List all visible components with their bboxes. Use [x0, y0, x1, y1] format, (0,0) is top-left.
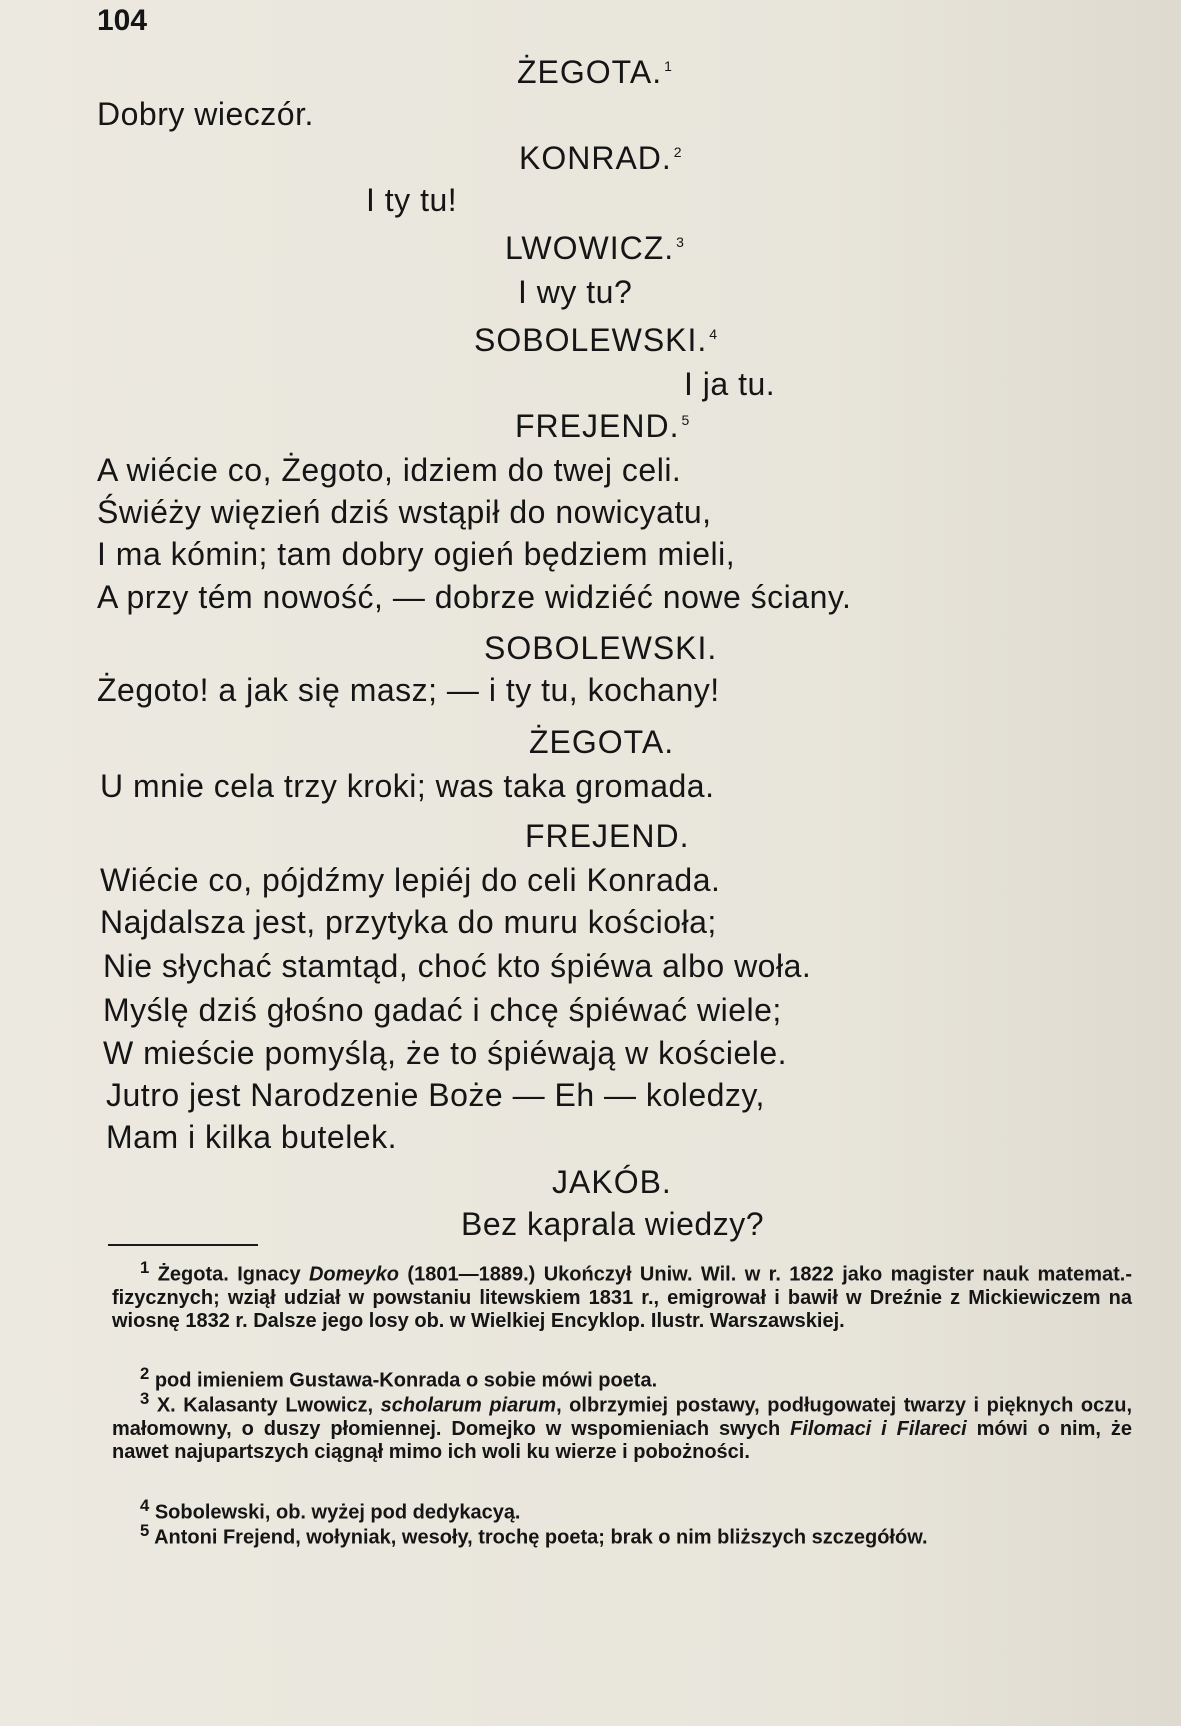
footnote-number: 2 [140, 1364, 150, 1383]
dialogue-line: A wiécie co, Żegoto, idziem do twej celi. [97, 452, 682, 488]
dialogue-line: A przy tém nowość, — dobrze widziéć nowe ściany. [97, 579, 852, 615]
dialogue-line: Wiécie co, pójdźmy lepiéj do celi Konrada. [100, 862, 721, 898]
speaker-label: LWOWICZ. [505, 230, 675, 266]
footnote-text: Antoni Frejend, wołyniak, wesoły, trochę poeta; brak o nim bliższych szczegółów. [154, 1526, 928, 1549]
footnote-text: mówi o nim, że nawet najupartszych ciągnął mimo ich woli ku wierze i pobożności. [112, 1417, 1132, 1463]
dialogue-line: U mnie cela trzy kroki; was taka gromada. [100, 768, 715, 804]
dialogue-line: Dobry wieczór. [97, 96, 314, 132]
footnote-text: Sobolewski, ob. wyżej pod dedykacyą. [154, 1501, 521, 1524]
speaker-label: FREJEND. [515, 408, 680, 444]
dialogue-line: W mieście pomyślą, że to śpiéwają w kościele. [103, 1035, 788, 1071]
dialogue-line: I ma kómin; tam dobry ogień będziem mieli, [97, 536, 736, 572]
footnote-number: 1 [140, 1258, 150, 1277]
footnote-number: 4 [140, 1496, 150, 1515]
footnote-divider [108, 1244, 258, 1246]
speaker-label: ŻEGOTA. [517, 54, 663, 90]
speaker-name [484, 630, 717, 667]
speaker-label: ŻEGOTA. [529, 724, 675, 760]
footnote-marker: 3 [676, 234, 685, 251]
dialogue-line: I ty tu! [366, 182, 458, 218]
footnote-5 [112, 1519, 1132, 1550]
footnote-3 [112, 1387, 1132, 1464]
speaker-name [552, 1164, 672, 1201]
speaker-label: SOBOLEWSKI. [484, 630, 718, 666]
speaker-name [517, 54, 673, 91]
speaker-name [519, 140, 683, 177]
footnote-marker: 5 [681, 412, 691, 429]
page-number: 104 [97, 4, 148, 37]
dialogue-line: I wy tu? [518, 274, 633, 310]
speaker-label: SOBOLEWSKI. [474, 322, 708, 358]
dialogue-line: Mam i kilka butelek. [106, 1119, 397, 1155]
footnote-text: pod imieniem Gustawa-Konrada o sobie mówi poeta. [154, 1369, 658, 1392]
dialogue-line: Jutro jest Narodzenie Boże — Eh — koledzy, [106, 1077, 765, 1113]
speaker-name [505, 230, 685, 267]
footnote-number: 5 [140, 1521, 150, 1540]
speaker-label: KONRAD. [519, 140, 672, 176]
speaker-name [474, 322, 718, 359]
footnote-italic: Domeyko [308, 1263, 400, 1286]
dialogue-line: Żegoto! a jak się masz; — i ty tu, kochany! [97, 672, 720, 708]
dialogue-line: Świéży więzień dziś wstąpił do nowicyatu, [97, 494, 712, 530]
footnote-1 [112, 1256, 1132, 1333]
speaker-name [515, 408, 690, 445]
footnote-text: (1801—1889.) Ukończył Uniw. Wil. w r. 1822 jako magister nauk matemat.-fizycznych; wziął udział w powstaniu litewskiem 1831 r., emigrował i bawił w Dreźnie z Mickiewiczem na wiosnę 1832 r. Dalsze jego losy ob. w Wielkiej Encyklop. Ilustr. Warszawskiej. [112, 1263, 1132, 1332]
footnote-marker: 2 [673, 144, 683, 161]
footnote-marker: 4 [709, 326, 719, 343]
speaker-label: JAKÓB. [552, 1164, 672, 1200]
footnote-text: , olbrzymiej postawy, podługowatej twarzy i pięknych oczu, małomowny, o duszy płomiennej. Domejko w wspomieniach swych [112, 1394, 1133, 1440]
footnote-number: 3 [140, 1389, 150, 1408]
footnote-italic: Filomaci i Filareci [790, 1417, 967, 1440]
dialogue-line: Najdalsza jest, przytyka do muru kościoła; [100, 904, 717, 940]
footnote-marker: 1 [664, 58, 673, 75]
dialogue-line: Myślę dziś głośno gadać i chcę śpiéwać wiele; [103, 992, 782, 1028]
footnote-text: X. Kalasanty Lwowicz, [156, 1394, 381, 1417]
dialogue-line: Nie słychać stamtąd, choć kto śpiéwa albo woła. [103, 948, 812, 984]
speaker-name [525, 818, 689, 855]
speaker-name [529, 724, 674, 761]
speaker-label: FREJEND. [525, 818, 690, 854]
footnote-text: Żegota. Ignacy [157, 1263, 309, 1286]
dialogue-line: Bez kaprala wiedzy? [461, 1206, 764, 1242]
dialogue-line: I ja tu. [684, 366, 776, 402]
footnote-italic: scholarum piarum [380, 1394, 557, 1417]
